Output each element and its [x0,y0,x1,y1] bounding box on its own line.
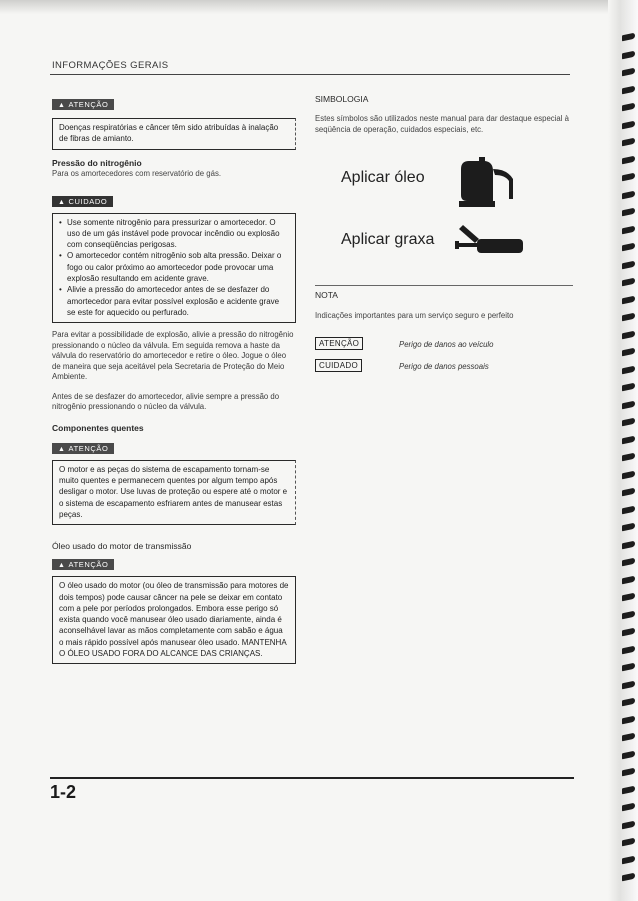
warning-triangle-icon: ▲ [58,102,66,109]
caution-item: • Alivie a pressão do amortecedor antes de se desfazer do amortecedor para evitar possível explosão e acidente grave se este for aquecido ou perfurado. [59,284,289,318]
warning-text: Doenças respiratórias e câncer têm sido atribuídas à inalação de fibras de amianto. [59,123,279,144]
apply-oil-label: Aplicar óleo [341,169,425,186]
grease-gun-icon [455,221,525,261]
binding-ring [622,523,635,532]
binding-ring [622,645,635,654]
binding-ring [622,610,635,619]
note-text: Indicações importantes para um serviço seguro e perfeito [315,311,514,320]
warning-triangle-icon: ▲ [58,198,66,206]
binding-ring [622,155,635,164]
oil-can-icon [455,155,519,215]
binding-ring [622,873,635,882]
binding-ring [622,663,635,672]
binding-ring [622,120,635,129]
legend-label: ATENÇÃO [315,337,363,350]
binding-ring [622,138,635,147]
header-rule [50,74,570,75]
binding-ring [622,435,635,444]
binding-ring [622,278,635,287]
binding-ring [622,313,635,322]
binding-ring [622,488,635,497]
binding-ring [622,400,635,409]
binding-ring [622,593,635,602]
warning-triangle-icon: ▲ [58,562,66,570]
binding-ring [622,785,635,794]
binding-ring [622,103,635,112]
binding-ring [622,820,635,829]
binding-ring [622,418,635,427]
section-header: INFORMAÇÕES GERAIS [52,60,169,71]
binding-ring [622,173,635,182]
binding-ring [622,680,635,689]
binding-ring [622,540,635,549]
hot-badge: ▲ ATENÇÃO [52,443,114,454]
binding-ring [622,295,635,304]
paragraph-explosion: Para evitar a possibilidade de explosão, alivie a pressão do nitrogênio pressionando o núcleo da válvula. Em seguida remova a haste da válvula do reservatório do amortecedor e retire o óleo. Jogue o óleo de maneira que seja aceitável pela Secretaria de Proteção do Meio Ambiente. [52,330,294,382]
binding-ring [622,68,635,77]
binding-ring [622,505,635,514]
footer-rule [50,777,574,779]
binding-ring [622,190,635,199]
page-number: 1-2 [50,782,77,802]
note-divider [315,285,573,286]
legend-row-cuidado [315,359,573,378]
oil-badge: ▲ ATENÇÃO [52,559,114,570]
oil-text: O óleo usado do motor (ou óleo de transmissão para motores de dois tempos) pode causar câncer na pele se deixar em contato com a pele por períodos prolongados. Embora esse perigo só exista quando você manusear óleo usado diariamente, ainda é aconselhável lavar as mãos completamente com sabão e água o mais rápido possível após manusear óleo usado. MANTENHA O ÓLEO USADO FORA DO ALCANCE DAS CRIANÇAS. [59,581,289,659]
binding-ring [622,208,635,217]
binding-ring [622,365,635,374]
hot-box [52,460,296,525]
binding-ring [622,225,635,234]
warning-badge: ▲ ATENÇÃO [52,99,114,110]
hot-components-section [52,423,296,525]
apply-oil-row [315,155,573,215]
apply-grease-label: Aplicar graxa [341,231,435,248]
warning-amianto [52,94,296,150]
nitrogen-title: Pressão do nitrogênio [52,157,142,168]
binding-ring [622,260,635,269]
binding-ring [622,715,635,724]
caution-item: • O amortecedor contém nitrogênio sob alta pressão. Deixar o fogo ou calor próximo ao amortecedor pode provocar uma explosão resultando em acidente grave. [59,250,289,284]
binding-ring [622,243,635,252]
legend-row-atencao [315,337,573,356]
binding-ring [622,733,635,742]
hot-text: O motor e as peças do sistema de escapamento tornam-se muito quentes e permanecem quentes por algum tempo após desligar o motor. Use luvas de proteção ou espere até o motor e o sistema de escapamento esfriarem antes de manusear estas peças. [59,464,288,519]
legend [315,337,573,378]
legend-label: CUIDADO [315,359,362,372]
binding-ring [622,330,635,339]
binding-ring [622,348,635,357]
caution-nitrogen [52,191,296,324]
oil-box [52,576,296,664]
binding-ring [622,698,635,707]
binding-ring [622,768,635,777]
right-column [315,94,573,378]
hot-title: Componentes quentes [52,422,144,433]
binding-ring [622,453,635,462]
binding-ring [622,33,635,42]
binding-ring [622,85,635,94]
legend-desc: Perigo de danos ao veículo [399,340,494,349]
binding-ring [622,803,635,812]
binding-ring [622,750,635,759]
binding-ring [622,575,635,584]
warning-box [52,118,296,150]
spiral-binding [608,0,638,901]
warning-triangle-icon: ▲ [58,445,66,453]
binding-ring [622,383,635,392]
left-column [52,94,296,664]
binding-ring [622,470,635,479]
nitrogen-section [52,158,296,179]
symbols-title: SIMBOLOGIA [315,94,369,104]
apply-grease-row [315,217,573,277]
binding-ring [622,558,635,567]
used-oil-section [52,541,296,664]
binding-ring [622,50,635,59]
caution-badge: ▲ CUIDADO [52,196,113,207]
symbols-text: Estes símbolos são utilizados neste manual para dar destaque especial à seqüência de operação, cuidados especiais, etc. [315,114,569,134]
binding-ring [622,628,635,637]
legend-desc: Perigo de danos pessoais [399,362,489,371]
caution-item: • Use somente nitrogênio para pressurizar o amortecedor. O uso de um gás instável pode provocar incêndio ou explosão com conseqüências perigosas. [59,217,289,251]
binding-ring [622,838,635,847]
top-shadow [0,0,638,14]
nitrogen-text: Para os amortecedores com reservatório de gás. [52,168,222,178]
oil-title: Óleo usado do motor de transmissão [52,541,192,552]
caution-box [52,213,296,324]
binding-ring [622,855,635,864]
paragraph-dispose: Antes de se desfazer do amortecedor, alivie sempre a pressão do nitrogênio pressionando o núcleo da válvula. [52,391,280,412]
note-title: NOTA [315,290,338,300]
